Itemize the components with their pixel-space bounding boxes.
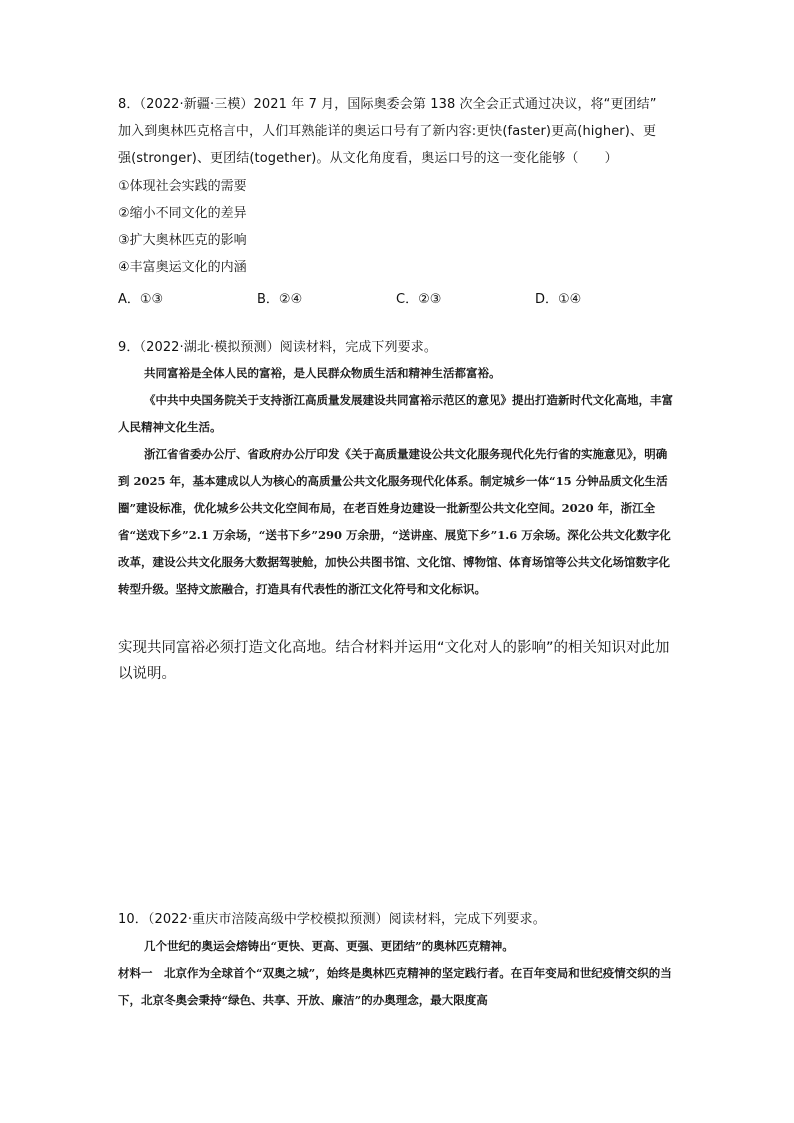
q8-item-3: ③扩大奥林匹克的影响 [118, 233, 247, 248]
q8-answer-choices [118, 286, 678, 313]
q9-material-para-3: 浙江省省委办公厅、省政府办公厅印发《关于高质量建设公共文化服务现代化先行省的实施意见》，明确到 2025 年，基本建成以人为核心的高质量公共文化服务现代化体系。制定城乡一体“15 分钟品质文化生活圈”建设标准，优化城乡公共文化空间布局，在老百姓身边建设一批新型公共文化空间。2020 年，浙江全省“送戏下乡”2.1 万余场，“送书下乡”290 万余册，“送讲座、展览下乡”1.6 万余场。深化公共文化数字化改革，建设公共文化服务大数据驾驶舱，加快公共图书馆、文化馆、博物馆、体育场馆等公共文化场馆数字化转型升级。坚持文旅融合，打造具有代表性的浙江文化符号和文化标识。 [118, 447, 671, 596]
q10-material-intro: 几个世纪的奥运会熔铸出“更快、更高、更强、更团结”的奥林匹克精神。 [144, 939, 514, 953]
q10-stem: 10．（2022·重庆市涪陵高级中学校模拟预测）阅读材料，完成下列要求。 [118, 912, 546, 927]
q8-item-4: ④丰富奥运文化的内涵 [118, 260, 247, 275]
q8-item-2: ②缩小不同文化的差异 [118, 206, 247, 221]
q8-choice-c[interactable]: C．②③ [396, 292, 442, 307]
q9-material-para-1: 共同富裕是全体人民的富裕，是人民群众物质生活和精神生活都富裕。 [144, 366, 501, 380]
q10-material-one: 材料一 北京作为全球首个“双奥之城”，始终是奥林匹克精神的坚定践行者。在百年变局和世纪疫情交织的当下，北京冬奥会秉持“绿色、共享、开放、廉洁”的办奥理念，最大限度高 [118, 966, 672, 1007]
q8-stem-line-3: 强(stronger)、更团结(together)。从文化角度看，奥运口号的这一变化能够（ ） [118, 151, 618, 166]
q9-material-para-2: 《中共中央国务院关于支持浙江高质量发展建设共同富裕示范区的意见》提出打造新时代文化高地，丰富人民精神文化生活。 [118, 393, 673, 434]
q8-choice-a[interactable]: A．①③ [118, 292, 164, 307]
q8-item-1: ①体现社会实践的需要 [118, 179, 247, 194]
q9-stem: 9．（2022·湖北·模拟预测）阅读材料，完成下列要求。 [118, 340, 437, 355]
q9-prompt: 实现共同富裕必须打造文化高地。结合材料并运用“文化对人的影响”的相关知识对此加以说明。 [118, 640, 670, 682]
q8-stem-line-1: 8．（2022·新疆·三模）2021 年 7 月，国际奥委会第 138 次全会正式通过决议，将“更团结” [118, 97, 657, 112]
q8-stem-line-2: 加入到奥林匹克格言中，人们耳熟能详的奥运口号有了新内容:更快(faster)更高(higher)、更 [118, 124, 657, 139]
q8-choice-d[interactable]: D．①④ [535, 292, 582, 307]
q8-choice-b[interactable]: B．②④ [257, 292, 303, 307]
